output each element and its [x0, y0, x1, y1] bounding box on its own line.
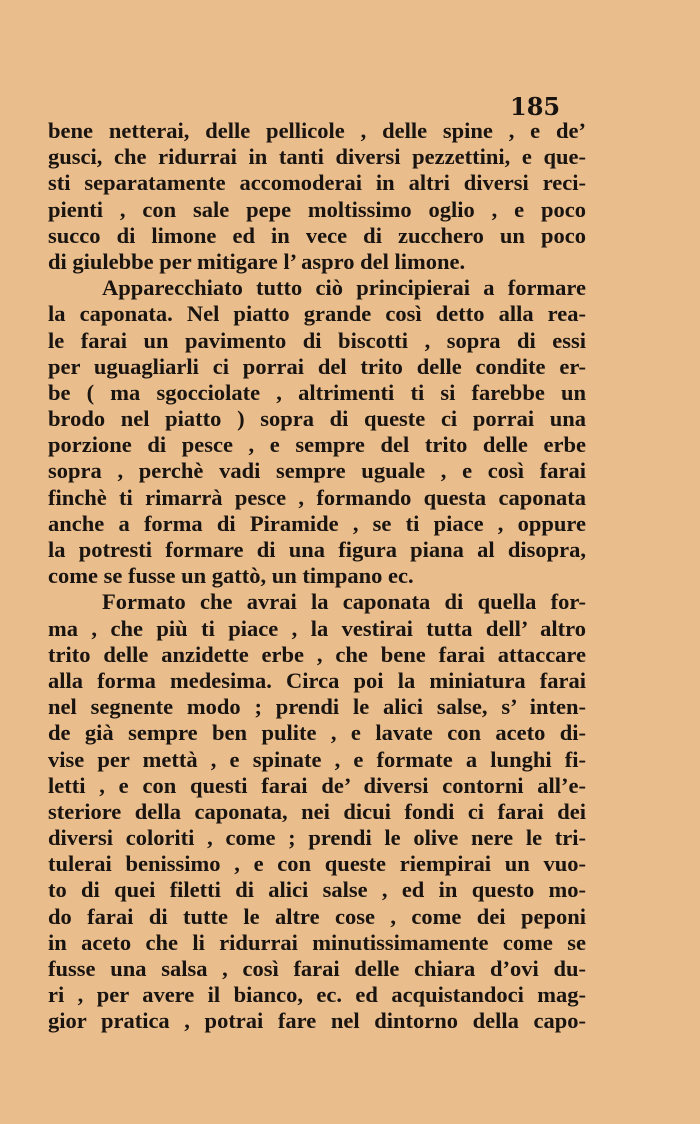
text-line: anche a forma di Piramide , se ti piace , oppure — [48, 510, 586, 536]
text-line: di giulebbe per mitigare l’ aspro del limone. — [48, 248, 466, 274]
text-line: sopra , perchè vadi sempre uguale , e così farai — [48, 458, 586, 484]
text-line: la caponata. Nel piatto grande così detto alla rea- — [48, 301, 586, 327]
text-line: trito delle anzidette erbe , che bene farai attaccare — [48, 641, 586, 667]
text-line: gior pratica , potrai fare nel dintorno della capo- — [48, 1008, 586, 1034]
text-line: brodo nel piatto ) sopra di queste ci porrai una — [48, 406, 586, 432]
text-line: vise per mettà , e spinate , e formate a lunghi fi- — [48, 746, 586, 772]
text-line: bene netterai, delle pellicole , delle spine , e de’ — [48, 118, 586, 143]
text-line: diversi coloriti , come ; prendi le olive nere le tri- — [48, 825, 586, 851]
text-line: Apparecchiato tutto ciò principierai a formare — [102, 275, 586, 301]
text-line: letti , e con questi farai de’ diversi contorni all’e- — [48, 772, 586, 798]
text-line: alla forma medesima. Circa poi la miniatura farai — [48, 667, 586, 693]
text-line: ri , per avere il bianco, ec. ed acquistandoci mag- — [48, 982, 586, 1008]
paragraph — [48, 589, 586, 1034]
text-line: Formato che avrai la caponata di quella for- — [102, 589, 586, 615]
text-line: sti separatamente accomoderai in altri diversi reci- — [48, 170, 586, 196]
text-line: do farai di tutte le altre cose , come dei peponi — [48, 903, 586, 929]
body-text — [48, 118, 586, 1035]
text-line: come se fusse un gattò, un timpano ec. — [48, 563, 414, 589]
text-line: in aceto che li ridurrai minutissimamente come se — [48, 929, 586, 955]
paragraph — [48, 118, 586, 275]
text-line: succo di limone ed in vece di zucchero un poco — [48, 222, 586, 248]
text-line: tulerai benissimo , e con queste riempirai un vuo- — [48, 851, 586, 877]
text-line: fusse una salsa , così farai delle chiara d’ovi du- — [48, 956, 586, 981]
text-line: nel segnente modo ; prendi le alici salse, s’ inten- — [48, 694, 586, 720]
text-line: finchè ti rimarrà pesce , formando questa caponata — [48, 484, 586, 510]
text-line: per uguagliarli ci porrai del trito delle condite er- — [48, 353, 586, 379]
paragraph — [48, 275, 586, 589]
page-number: 185 — [510, 92, 561, 121]
text-line: gusci, che ridurrai in tanti diversi pezzettini, e que- — [48, 144, 586, 170]
text-line: porzione di pesce , e sempre del trito delle erbe — [48, 432, 586, 458]
text-line: la potresti formare di una figura piana al disopra, — [48, 537, 586, 562]
text-line: steriore della caponata, nei dicui fondi ci farai dei — [48, 798, 586, 824]
text-line: to di quei filetti di alici salse , ed in questo mo- — [48, 877, 586, 903]
text-line: pienti , con sale pepe moltissimo oglio , e poco — [48, 196, 586, 222]
text-line: le farai un pavimento di biscotti , sopra di essi — [48, 327, 586, 353]
text-line: de già sempre ben pulite , e lavate con aceto di- — [48, 720, 586, 746]
text-line: ma , che più ti piace , la vestirai tutta dell’ altro — [48, 615, 586, 641]
text-line: be ( ma sgocciolate , altrimenti ti si farebbe un — [48, 379, 586, 405]
